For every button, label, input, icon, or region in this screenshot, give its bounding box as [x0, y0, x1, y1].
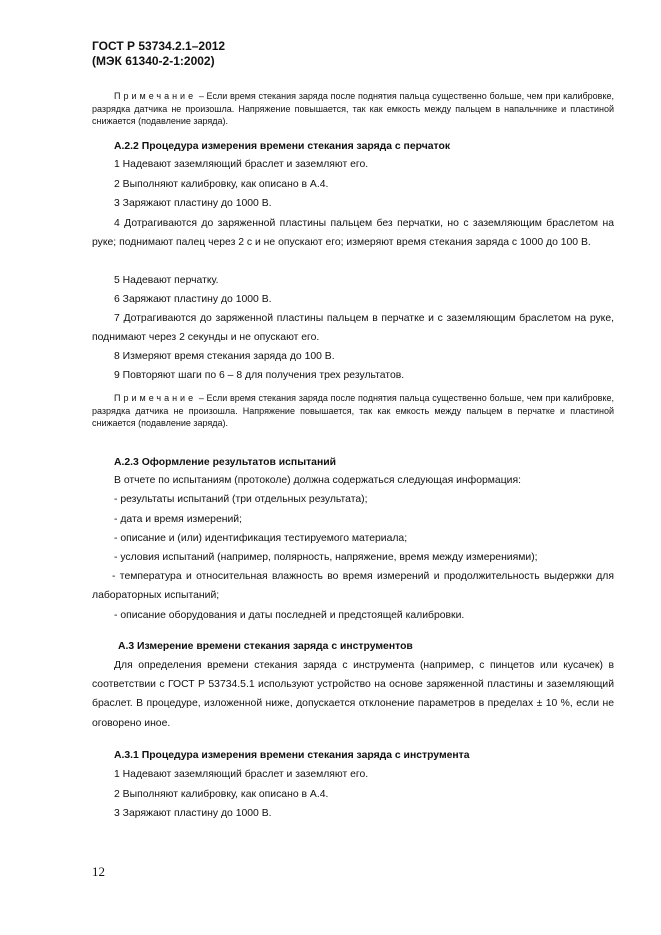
- note-1: [92, 90, 614, 128]
- section-heading-a23: А.2.3 Оформление результатов испытаний: [114, 457, 336, 468]
- list-item: - условия испытаний (например, полярность, напряжение, время между измерениями);: [114, 552, 538, 563]
- section-heading-a3: А.3 Измерение времени стекания заряда с инструментов: [118, 641, 413, 652]
- list-item: 5 Надевают перчатку.: [114, 275, 219, 286]
- list-item: 1 Надевают заземляющий браслет и заземляют его.: [114, 159, 369, 170]
- list-item: - температура и относительная влажность во время измерений и продолжительность выдержки для лабораторных испытаний;: [92, 571, 614, 602]
- note-2: [92, 392, 614, 430]
- list-item: 2 Выполняют калибровку, как описано в А.4.: [114, 789, 329, 800]
- note-text: – Если время стекания заряда после поднятия пальца существенно больше, чем при калибровке, разрядка датчика не произошла. Напряжение повышается, так как емкость между пальцем в перчатке и пластиной снижается (подавление заряда).: [92, 393, 614, 429]
- list-item: 8 Измеряют время стекания заряда до 100 В.: [114, 351, 335, 362]
- list-item: - описание оборудования и даты последней и предстоящей калибровки.: [114, 610, 465, 621]
- list-item: 1 Надевают заземляющий браслет и заземляют его.: [114, 769, 369, 780]
- note-text: – Если время стекания заряда после поднятия пальца существенно больше, чем при калибровке, разрядка датчика не произошла. Напряжение повышается, так как емкость между пальцем в напальчнике и пластиной снижается (подавление заряда).: [92, 91, 614, 127]
- list-item: 4 Дотрагиваются до заряженной пластины пальцем без перчатки, но с заземляющим браслетом на руке; поднимают палец через 2 с и не опускают его; измеряют время стекания заряда с 1000 до 100 В.: [92, 218, 614, 249]
- list-item: - описание и (или) идентификация тестируемого материала;: [114, 533, 408, 544]
- page-number: 12: [92, 864, 105, 879]
- note-label: Примечание: [114, 393, 197, 403]
- list-item: 3 Заряжают пластину до 1000 В.: [114, 198, 272, 209]
- list-item: 2 Выполняют калибровку, как описано в А.4.: [114, 179, 329, 190]
- list-item: 9 Повторяют шаги по 6 – 8 для получения трех результатов.: [114, 370, 405, 381]
- section-heading-a22: А.2.2 Процедура измерения времени стекания заряда с перчаток: [114, 141, 451, 152]
- list-item: 6 Заряжают пластину до 1000 В.: [114, 294, 272, 305]
- list-item: - результаты испытаний (три отдельных результата);: [114, 494, 368, 505]
- section-heading-a31: А.3.1 Процедура измерения времени стекания заряда с инструмента: [114, 750, 470, 761]
- note-label: Примечание: [114, 91, 197, 101]
- document-code: ГОСТ Р 53734.2.1–2012: [92, 39, 226, 53]
- list-item: 3 Заряжают пластину до 1000 В.: [114, 808, 272, 819]
- paragraph: Для определения времени стекания заряда с инструмента (например, с пинцетов или кусачек) в соответствии с ГОСТ Р 53734.5.1 используют устройство на основе заряженной пластины и заземляющий браслет. В процедуре, изложенной ниже, допускается отклонение параметров в пределах ± 10 %, если не оговорено иное.: [92, 660, 614, 729]
- paragraph: В отчете по испытаниям (протоколе) должна содержаться следующая информация:: [114, 475, 521, 486]
- list-item: - дата и время измерений;: [114, 514, 242, 525]
- document-code-iec: (МЭК 61340-2-1:2002): [92, 54, 215, 68]
- list-item: 7 Дотрагиваются до заряженной пластины пальцем в перчатке и с заземляющим браслетом на руке, поднимают через 2 секунды и не опускают его.: [92, 313, 614, 344]
